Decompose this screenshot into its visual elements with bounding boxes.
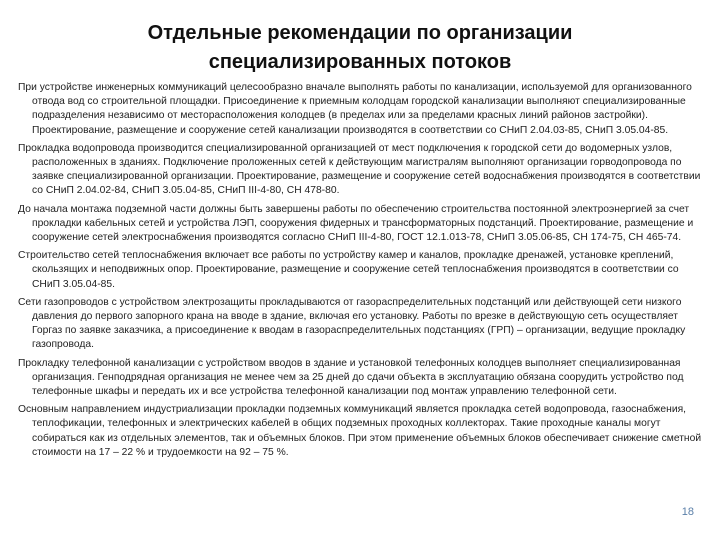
paragraph-heat-supply: Строительство сетей теплоснабжения включает все работы по устройству камер и каналов, прокладке дренажей, установке креплений, скользящих и неподвижных опор. Проектирование, размещение и сооружение сетей теплоснабжения производятся в соответствии со СНиП 3.05.04-85.	[18, 250, 679, 290]
paragraph-water-supply: Прокладка водопровода производится специализированной организацией от мест подключения к городской сети до водомерных узлов, расположенных в зданиях. Подключение проложенных сетей к действующим магистралям выполняют организации горводопровода по заявке специализированной организации. Проектирование, размещение и сооружение сетей водоснабжения производятся в соответствии со СНиП 2.04.02-84, СНиП 3.05.04-85, СНиП III-4-80, СН 478-80.	[18, 142, 701, 197]
page-number: 18	[681, 506, 694, 518]
slide-title	[80, 19, 640, 77]
slide-body	[18, 81, 702, 464]
paragraph-power-supply: До начала монтажа подземной части должны быть завершены работы по обеспечению строительства постоянной электроэнергией за счет прокладки кабельных сетей и устройства ЛЭП, сооружения фидерных и трансформаторных подстанций. Проектирование, размещение и сооружение сетей электроснабжения производятся согласно СНиП III-4-80, ГОСТ 12.1.013-78, СНиП 3.05.06-85, СН 174-75, СН 465-74.	[18, 203, 694, 244]
paragraph-telephone-ducts: Прокладку телефонной канализации с устройством вводов в здание и установкой телефонных колодцев выполняет специализированная организация. Генподрядная организация не менее чем за 25 дней до сдачи объекта в эксплуатацию обязана соорудить устройство под телефонные шкафы и передать их и все устройства телефонной канализации под монтаж управлению телефонной сети.	[18, 357, 684, 398]
paragraph-industrialization: Основным направлением индустриализации прокладки подземных коммуникаций является прокладка сетей водопровода, газоснабжения, теплофикации, телефонных и электрических кабелей в общих подземных проходных коллекторах. Такие проходные каналы могут собираться как из отдельных элементов, так и объемных блоков. При этом применение объемных блоков обеспечивает снижение сметной стоимости на 17 – 22 % и трудоемкости на 92 – 75 %.	[18, 404, 702, 458]
paragraph-sewerage: При устройстве инженерных коммуникаций целесообразно вначале выполнять работы по канализации, используемой для организованного отвода вод со строительной площадки. Присоединение к приемным колодцам городской канализации выполняют специализированные подразделения независимо от месторасположения колодцев (в пределах или за пределами красных линий районов застройки). Проектирование, размещение и сооружение сетей канализации производятся в соответствии со СНиП 2.04.03-85, СНиП 3.05.04-85.	[18, 82, 692, 136]
paragraph-gas-pipelines: Сети газопроводов с устройством электрозащиты прокладываются от газораспределительных подстанций или действующей сети низкого давления до первого запорного крана на вводе в здание, включая его установку. Работы по врезке в действующую сеть осуществляет Горгаз по заявке заказчика, а присоединение к вводам в газораспределительных подстанциях (ГРП) – организации, ведущие прокладку газопровода.	[18, 296, 686, 351]
title-line-1: Отдельные рекомендации по организации	[147, 22, 573, 44]
title-line-2: специализированных потоков	[208, 51, 512, 73]
